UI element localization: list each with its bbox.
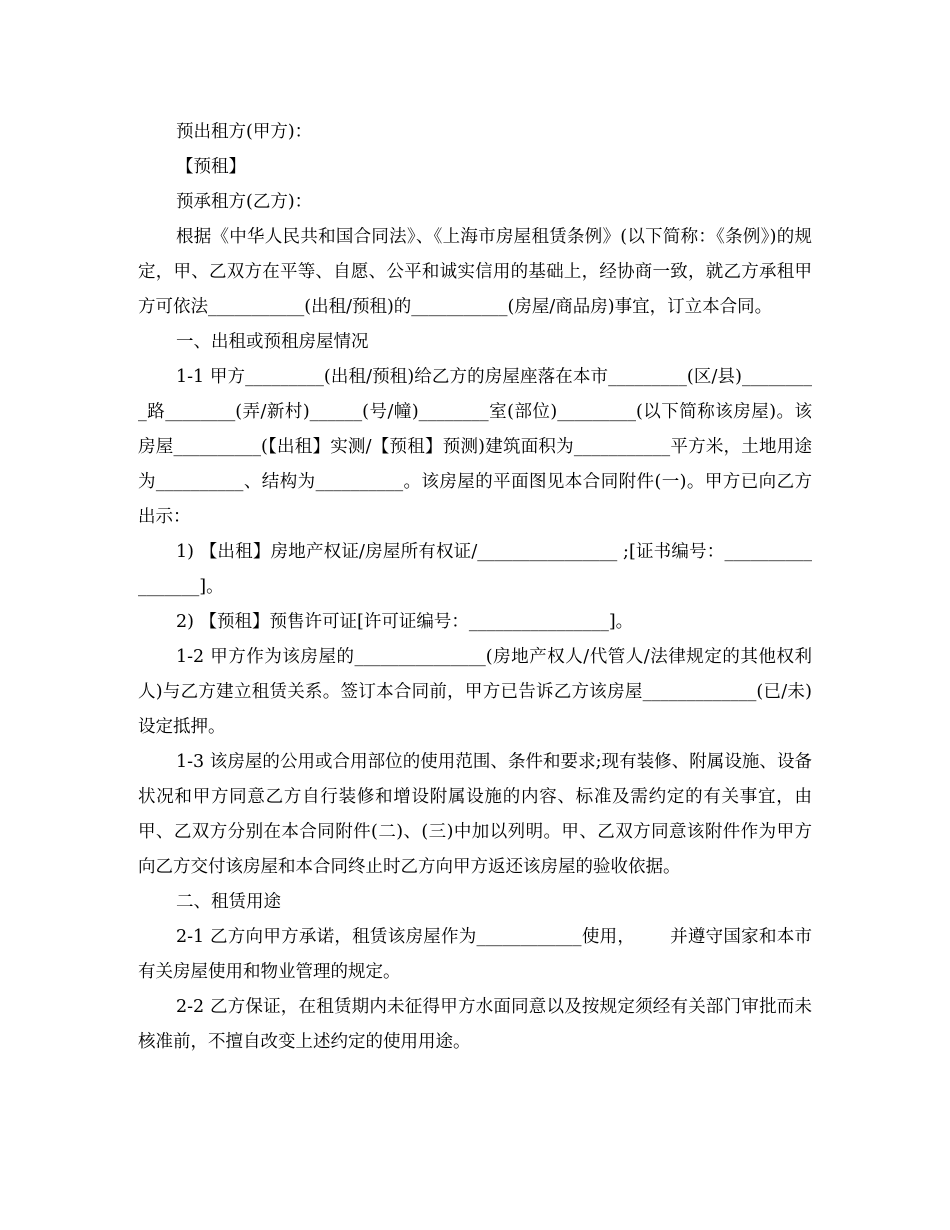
lessor-label: 预出租方(甲方)： <box>176 122 313 142</box>
section-heading-property: 一、出租或预租房屋情况 <box>176 332 369 352</box>
clause-1-1-item-2: 2) 【预租】预售许可证[许可证编号：________________]。 <box>176 612 634 632</box>
clause-2-1: 2-1 乙方向甲方承诺，租赁该房屋作为____________使用， 并遵守国家和本市有关房屋使用和物业管理的规定。 <box>138 927 812 982</box>
lessee-label: 预承租方(乙方)： <box>176 192 313 212</box>
pre-lease-tag: 【预租】 <box>176 157 246 177</box>
clause-1-1: 1-1 甲方_________(出租/预租)给乙方的房屋座落在本市_________(区/县)_________路________(弄/新村)______(号/幢)________室(部位)_________(以下简称该房屋)。该房屋__________(【出租】实测/【预租】预测)建筑面积为___________平方米，土地用途为__________、结构为__________。该房屋的平面图见本合同附件(一)。甲方已向乙方出示： <box>138 367 812 527</box>
document-body <box>138 115 812 1060</box>
clause-1-3: 1-3 该房屋的公用或合用部位的使用范围、条件和要求;现有装修、附属设施、设备状况和甲方同意乙方自行装修和增设附属设施的内容、标准及需约定的有关事宜，由甲、乙双方分别在本合同附件(二)、(三)中加以列明。甲、乙双方同意该附件作为甲方向乙方交付该房屋和本合同终止时乙方向甲方返还该房屋的验收依据。 <box>138 752 812 877</box>
clause-2-2: 2-2 乙方保证，在租赁期内未征得甲方水面同意以及按规定须经有关部门审批而未核准前，不擅自改变上述约定的使用用途。 <box>138 997 812 1052</box>
clause-1-1-item-1: 1) 【出租】房地产权证/房屋所有权证/________________ ;[证书编号：_________________]。 <box>138 542 812 597</box>
section-heading-usage: 二、租赁用途 <box>176 892 281 912</box>
clause-1-2: 1-2 甲方作为该房屋的_______________(房地产权人/代管人/法律规定的其他权利人)与乙方建立租赁关系。签订本合同前，甲方已告诉乙方该房屋_____________(已/未)设定抵押。 <box>138 647 812 737</box>
preamble-paragraph: 根据《中华人民共和国合同法》、《上海市房屋租赁条例》(以下简称：《条例》)的规定，甲、乙双方在平等、自愿、公平和诚实信用的基础上，经协商一致，就乙方承租甲方可依法___________(出租/预租)的___________(房屋/商品房)事宜，订立本合同。 <box>138 227 812 317</box>
